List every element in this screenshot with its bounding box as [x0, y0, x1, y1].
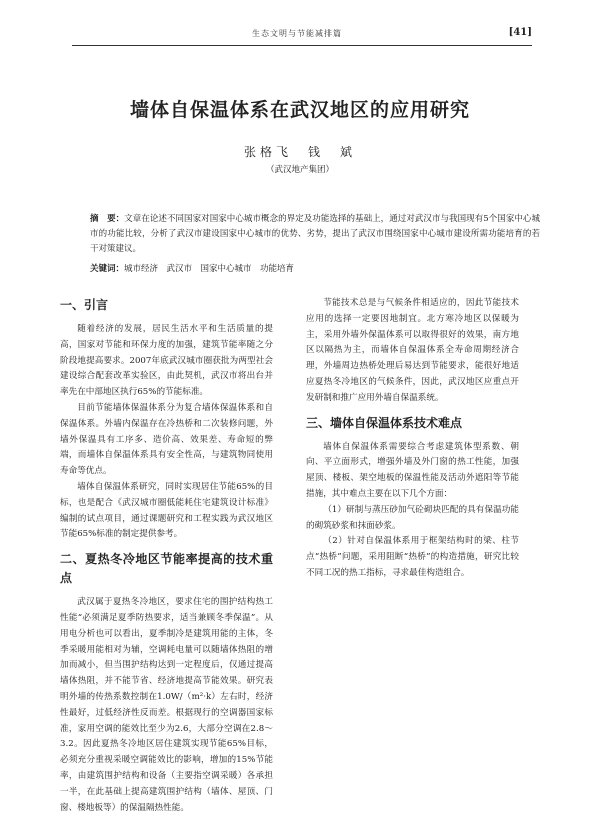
list-item: （1）研制与蒸压砂加气砼砌块匹配的具有保温功能的砌筑砂浆和抹面砂浆。 [306, 504, 519, 531]
paragraph: 随着经济的发展，居民生活水平和生活质量的提高，国家对节能和环保力度的加强，建筑节能率随之分阶段地提高要求。2007年底武汉城市圈获批为两型社会建设综合配套改革实验区，由此契机，武汉市将出台并率先在中部地区执行65%的节能标准。 [60, 324, 273, 398]
list-item: （2）针对自保温体系用于框架结构时的梁、柱节点“热桥”问题，采用阻断“热桥”的构造措施，研究比较不同工况的热工指标，寻求最佳构造组合。 [306, 536, 519, 578]
section-heading-difficulties: 三、墙体自保温体系技术难点 [306, 415, 463, 430]
paragraph: 墙体自保温体系需要综合考虑建筑体型系数、朝向、平立面形式，增强外墙及外门窗的热工性能，加强屋顶、楼板、架空地板的保温性能及活动外遮阳等节能措施，其中难点主要在以下几个方面： [306, 441, 519, 499]
paragraph: 目前节能墙体保温体系分为复合墙体保温体系和自保温体系。外墙内保温存在冷热桥和二次装修问题，外墙外保温具有工序多、造价高、效果差、寿命短的弊端，而墙体自保温体系具有安全性高，与建筑物同使用寿命等优点。 [60, 402, 273, 477]
keywords-label: 关键词： [90, 264, 125, 274]
header-rule [72, 45, 532, 46]
paragraph: 节能技术总是与气候条件相适应的，因此节能技术应用的选择一定要因地制宜。北方寒冷地区以保暖为主，采用外墙外保温体系可以取得很好的效果，南方地区以隔热为主，而墙体自保温体系全寿命周期经济合理，外墙周边热桥处理后易达到节能要求，能很好地适应夏热冬冷地区的气候条件，因此，武汉地区应重点开发研制和推广应用外墙自保温系统。 [306, 298, 519, 403]
abstract [90, 212, 540, 257]
keywords-text: 城市经济 武汉市 国家中心城市 功能培育 [124, 264, 295, 274]
keywords [90, 262, 540, 277]
left-column [60, 296, 273, 816]
authors: 张格飞 钱 斌 [243, 145, 356, 159]
journal-section-name: 生态文明与节能减排篇 [252, 29, 342, 38]
running-header [72, 28, 532, 44]
affiliation: （武汉地产集团） [265, 165, 334, 175]
right-column [306, 296, 519, 582]
paragraph: 墙体自保温体系研究，同时实现居住节能65%的目标，也是配合《武汉城市圈低能耗住宅建筑设计标准》编制的试点项目，通过课题研究和工程实践为武汉地区节能65%标准的制定提供参考。 [60, 481, 273, 540]
section-heading-intro: 一、引言 [60, 298, 109, 312]
paragraph-continued: 武汉属于夏热冬冷地区，要求住宅的围护结构热工性能“必须满足夏季防热要求，适当兼顾冬季保温”。从用电分析也可以看出，夏季制冷是建筑用能的主体，冬季采暖用能相对为辅，空调耗电量可以随墙体热阻的增加而减小，但当围护结构达到一定程度后，仅通过提高墙体热阻，并不能节省、经济地提高节能效果。研究表明外墙的传热系数控制在1.0W/（m²·k）左右时，经济性最好，过低经济性反而差。根据现行的空调器国家标准，家用空调的能效比至少为2.6，大部分空调在2.8～3.2。因此夏热冬冷地区居住建筑实现节能65%目标，必须充分重视采暖空调能效比的影响，增加的15%节能率，由建筑围护结构和设备（主要指空调采暖）各承担一半，在此基础上提高建筑围护结构（墙体、屋顶、门窗、楼地板等）的保温隔热性能。 [60, 597, 273, 813]
page-number: [41] [508, 27, 532, 38]
section-heading-technical-focus: 二、夏热冬冷地区节能率提高的技术重点 [60, 552, 273, 586]
paper-title: 墙体自保温体系在武汉地区的应用研究 [129, 99, 470, 121]
abstract-label: 摘 要： [90, 214, 125, 224]
abstract-text: 文章在论述不同国家对国家中心城市概念的界定及功能选择的基础上，通过对武汉市与我国现有5个国家中心城市的功能比较，分析了武汉市建设国家中心城市的优势、劣势，提出了武汉市围绕国家中心城市建设所需功能培育的若干对策建议。 [90, 214, 540, 254]
